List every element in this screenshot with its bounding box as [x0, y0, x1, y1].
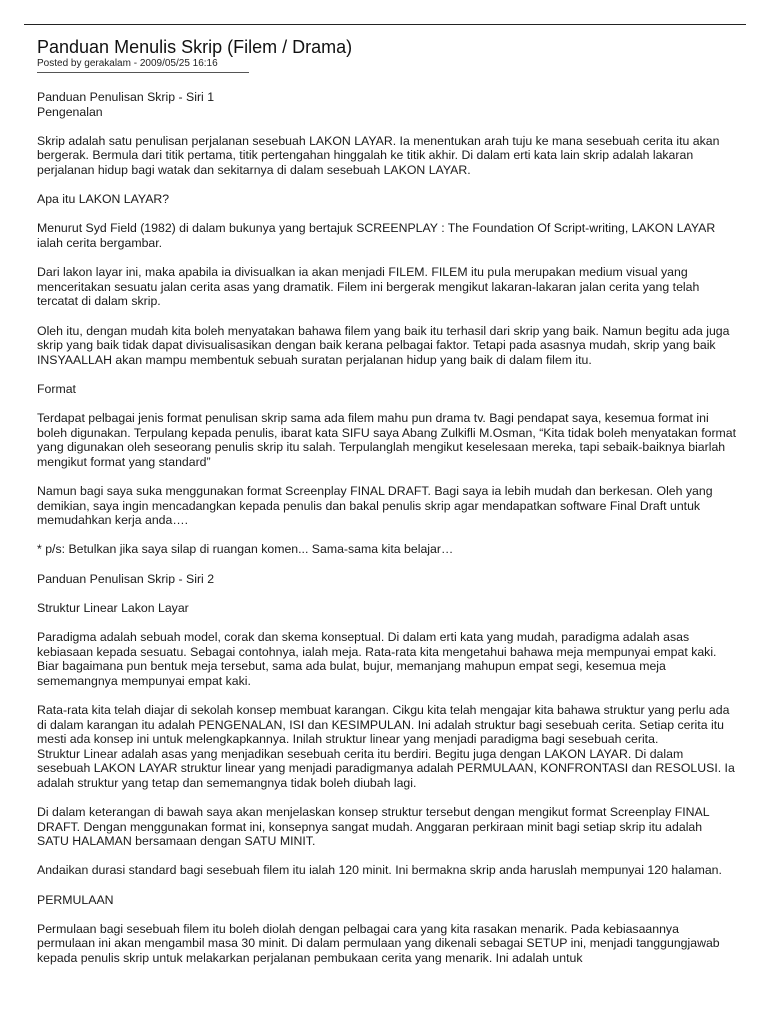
section-heading: PERMULAAN: [37, 892, 114, 907]
section-heading: Panduan Penulisan Skrip - Siri 1: [37, 90, 215, 104]
document-body: [37, 90, 737, 966]
body-paragraph: Namun bagi saya suka menggunakan format Screenplay FINAL DRAFT. Bagi saya ia lebih mudah dan berkesan. Oleh yang demikian, saya ingin mencadangkan kepada penulis dan bakal penulis skrip agar mendapatkan software Final Draft untuk memudahkan kerja anda….: [37, 484, 713, 528]
section-heading: Pengenalan: [37, 104, 103, 119]
body-paragraph: Skrip adalah satu penulisan perjalanan sesebuah LAKON LAYAR. Ia menentukan arah tuju ke mana sesebuah cerita itu akan bergerak. Bermula dari titik pertama, titik pertengahan hinggalah ke titik akhir. Di dalam erti kata lain skrip adalah lakaran perjalanan hidup bagi watak dan sekitarnya di dalam sesebuah LAKON LAYAR.: [37, 133, 720, 177]
body-paragraph: Menurut Syd Field (1982) di dalam bukunya yang bertajuk SCREENPLAY : The Foundation Of Script-writing, LAKON LAYAR ialah cerita bergambar.: [37, 221, 716, 250]
meta-divider: [37, 72, 249, 73]
top-divider: [24, 24, 746, 25]
post-meta: Posted by gerakalam - 2009/05/25 16:16: [37, 58, 218, 69]
body-paragraph: Di dalam keterangan di bawah saya akan menjelaskan konsep struktur tersebut dengan mengikut format Screenplay FINAL DRAFT. Dengan menggunakan format ini, konsepnya sangat mudah. Anggaran perkiraan minit bagi setiap skrip itu adalah SATU HALAMAN bersamaan dengan SATU MINIT.: [37, 805, 710, 849]
document-title: Panduan Menulis Skrip (Filem / Drama): [37, 37, 353, 57]
body-paragraph: Struktur Linear adalah asas yang menjadikan sesebuah cerita itu berdiri. Begitu juga dengan LAKON LAYAR. Di dalam sesebuah LAKON LAYAR struktur linear yang menjadi paradigmanya adalah PERMULAAN, KONFRONTASI dan RESOLUSI. Ia adalah struktur yang tetap dan sememangnya tidak boleh diubah lagi.: [37, 746, 735, 790]
body-paragraph: Permulaan bagi sesebuah filem itu boleh diolah dengan pelbagai cara yang kita rasakan menarik. Pada kebiasaannya permulaan ini akan mengambil masa 30 minit. Di dalam permulaan yang dikenali sebagai SETUP ini, menjadi tanggungjawab kepada penulis skrip untuk melakarkan perjalanan pembukaan cerita yang menarik. Ini adalah untuk: [37, 921, 720, 966]
body-paragraph: Andaikan durasi standard bagi sesebuah filem itu ialah 120 minit. Ini bermakna skrip anda haruslah mempunyai 120 halaman.: [37, 863, 722, 878]
body-paragraph: Rata-rata kita telah diajar di sekolah konsep membuat karangan. Cikgu kita telah mengajar kita bahawa struktur yang perlu ada di dalam karangan itu adalah PENGENALAN, ISI dan KESIMPULAN. Ini adalah struktur bagi sesebuah cerita. Setiap cerita itu mesti ada konsep ini untuk melengkapkannya. Inilah struktur linear yang menjadi paradigma bagi sesebuah cerita.: [37, 702, 730, 747]
body-paragraph: Paradigma adalah sebuah model, corak dan skema konseptual. Di dalam erti kata yang mudah, paradigma adalah asas kebiasaan kepada sesuatu. Sebagai contohnya, ialah meja. Rata-rata kita mengetahui bahawa meja mempunyai empat kaki. Biar bagaimana pun bentuk meja tersebut, sama ada bulat, bujur, memanjang mahupun empat segi, kesemua meja sememangnya mempunyai empat kaki.: [37, 629, 717, 688]
body-paragraph: * p/s: Betulkan jika saya silap di ruangan komen... Sama-sama kita belajar…: [37, 542, 454, 557]
body-paragraph: Oleh itu, dengan mudah kita boleh menyatakan bahawa filem yang baik itu terhasil dari skrip yang baik. Namun begitu ada juga skrip yang baik tidak dapat divisualisasikan dengan baik kerana pelbagai faktor. Tetapi pada asasnya mudah, skrip yang baik INSYAALLAH akan mampu membentuk sebuah suratan perjalanan hidup yang baik di dalam filem itu.: [37, 323, 730, 367]
document-page: [37, 36, 737, 980]
section-heading: Apa itu LAKON LAYAR?: [37, 192, 170, 207]
section-heading: Struktur Linear Lakon Layar: [37, 600, 189, 615]
section-heading: Format: [37, 381, 76, 396]
body-paragraph: Terdapat pelbagai jenis format penulisan skrip sama ada filem mahu pun drama tv. Bagi pendapat saya, kesemua format ini boleh digunakan. Terpulang kepada penulis, ibarat kata SIFU saya Abang Zulkifli M.Osman, “Kita tidak boleh menyatakan format yang digunakan oleh seseorang penulis skrip itu salah. Terpulanglah mengikut keselesaan mereka, tapi sebaik-baiknya biarlah mengikut format yang standard”: [37, 411, 737, 469]
body-paragraph: Dari lakon layar ini, maka apabila ia divisualkan ia akan menjadi FILEM. FILEM itu pula merupakan medium visual yang menceritakan sesuatu jalan cerita asas yang dramatik. Filem ini bergerak mengikut lakaran-lakaran jalan cerita yang telah tercatat di dalam skrip.: [37, 265, 700, 309]
section-heading: Panduan Penulisan Skrip - Siri 2: [37, 571, 215, 586]
